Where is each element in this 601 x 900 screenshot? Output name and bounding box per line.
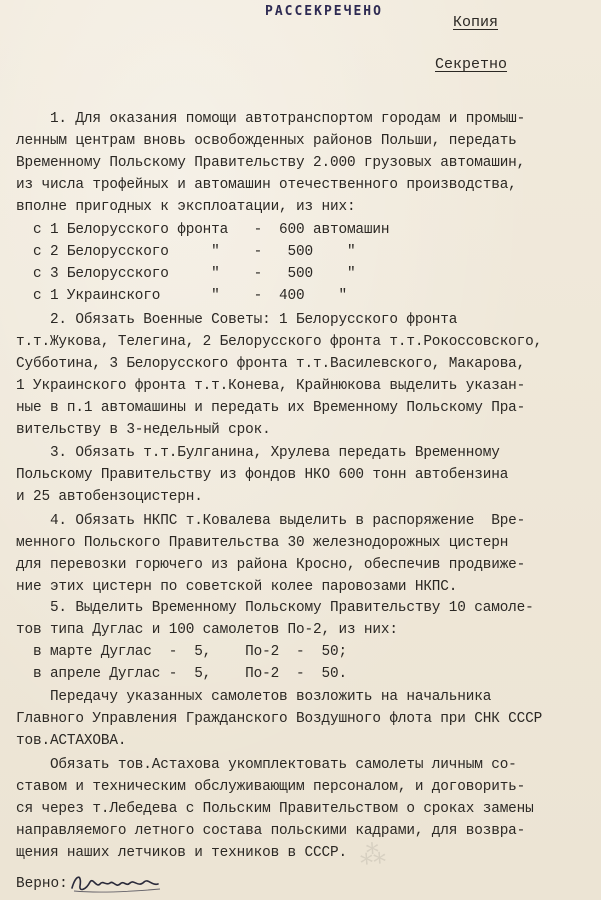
body-line: в апреле Дуглас - 5, По-2 - 50. — [16, 666, 347, 682]
body-line: ленным центрам вновь освобожденных районов Польши, передать — [16, 133, 517, 149]
body-line: тов типа Дуглас и 100 самолетов По-2, из них: — [16, 622, 398, 638]
body-line: с 1 Белорусского фронта - 600 автомашин — [16, 222, 390, 238]
body-line: 1 Украинского фронта т.т.Конева, Крайнюкова выделить указан- — [16, 378, 526, 394]
bleed-through-ghost: ⁂ — [358, 839, 387, 872]
body-line: направляемого летного состава польскими кадрами, для возвра- — [16, 823, 526, 839]
body-line: тов.АСТАХОВА. — [16, 733, 127, 749]
body-line: с 2 Белорусского " - 500 " — [16, 244, 356, 260]
body-line: для перевозки горючего из района Кросно, обеспечив продвиже- — [16, 557, 526, 573]
body-line: менного Польского Правительства 30 железнодорожных цистерн — [16, 535, 509, 551]
body-line: Обязать тов.Астахова укомплектовать самолеты личным со- — [16, 757, 517, 773]
body-line: Главного Управления Гражданского Воздушного флота при СНК СССР — [16, 711, 543, 727]
body-line: Субботина, 3 Белорусского фронта т.т.Василевского, Макарова, — [16, 356, 526, 372]
copy-mark: Копия — [453, 14, 499, 31]
signature-image — [66, 870, 166, 896]
body-line: т.т.Жукова, Телегина, 2 Белорусского фронта т.т.Рокоссовского, — [16, 334, 543, 350]
body-line: щения наших летчиков и техников в СССР. — [16, 845, 347, 861]
body-line: 2. Обязать Военные Советы: 1 Белорусского фронта — [16, 312, 458, 328]
body-line: Польскому Правительству из фондов НКО 600 тонн автобензина — [16, 467, 509, 483]
body-line: ставом и техническим обслуживающим персоналом, и договорить- — [16, 779, 526, 795]
body-line: с 1 Украинского " - 400 " — [16, 288, 347, 304]
body-line: Временному Польскому Правительству 2.000 грузовых автомашин, — [16, 155, 526, 171]
body-line: и 25 автобензоцистерн. — [16, 489, 203, 505]
body-line: 1. Для оказания помощи автотранспортом городам и промыш- — [16, 111, 526, 127]
body-line: из числа трофейных и автомашин отечественного производства, — [16, 177, 517, 193]
body-line: ние этих цистерн по советской колее паровозами НКПС. — [16, 579, 458, 595]
body-line: 3. Обязать т.т.Булганина, Хрулева передать Временному — [16, 445, 500, 461]
body-line: ся через т.Лебедева с Польским Правительством о сроках замены — [16, 801, 534, 817]
body-line: в марте Дуглас - 5, По-2 - 50; — [16, 644, 347, 660]
secret-mark: Секретно — [435, 56, 508, 73]
body-line: 4. Обязать НКПС т.Ковалева выделить в распоряжение Вре- — [16, 513, 526, 529]
declassified-stamp: РАССЕКРЕЧЕНО — [265, 4, 383, 19]
verified-label: Верно: — [16, 876, 68, 892]
body-line: ные в п.1 автомашины и передать их Временному Польскому Пра- — [16, 400, 526, 416]
body-line: Передачу указанных самолетов возложить на начальника — [16, 689, 492, 705]
body-line: с 3 Белорусского " - 500 " — [16, 266, 356, 282]
body-line: вполне пригодных к эксплоатации, из них: — [16, 199, 356, 215]
body-line: 5. Выделить Временному Польскому Правительству 10 самоле- — [16, 600, 534, 616]
body-line: вительству в 3-недельный срок. — [16, 422, 271, 438]
